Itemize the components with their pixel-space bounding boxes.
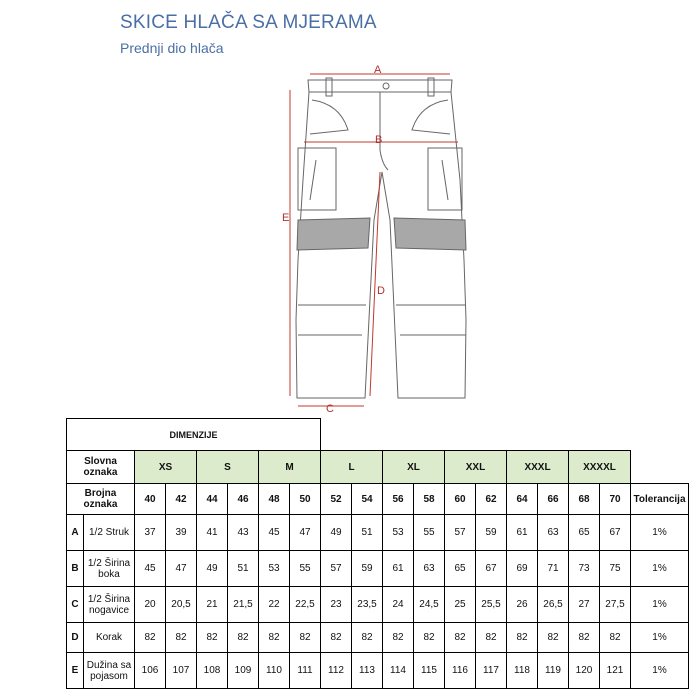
size-number-40: 40	[135, 484, 166, 515]
table-row	[67, 653, 689, 689]
table-cell: 24,5	[414, 587, 445, 623]
page-subtitle: Prednji dio hlača	[120, 40, 224, 56]
table-cell: 25	[445, 587, 476, 623]
table-cell: 71	[538, 551, 569, 587]
table-cell: 67	[476, 551, 507, 587]
row-code: A	[67, 515, 84, 551]
table-cell: 53	[383, 515, 414, 551]
row-tolerance: 1%	[631, 623, 689, 653]
row-name: 1/2 Struk	[84, 515, 135, 551]
table-cell: 47	[166, 551, 197, 587]
size-number-52: 52	[321, 484, 352, 515]
table-cell: 114	[383, 653, 414, 689]
table-cell: 45	[135, 551, 166, 587]
zip-left	[310, 160, 316, 200]
size-number-66: 66	[538, 484, 569, 515]
table-cell: 82	[538, 623, 569, 653]
table-cell: 113	[352, 653, 383, 689]
table-cell: 39	[166, 515, 197, 551]
table-cell: 108	[197, 653, 228, 689]
row-tolerance: 1%	[631, 653, 689, 689]
label-d: D	[377, 285, 385, 297]
table-row	[67, 623, 689, 653]
size-number-60: 60	[445, 484, 476, 515]
table-cell: 65	[445, 551, 476, 587]
table-cell: 23,5	[352, 587, 383, 623]
knee-patch-right	[394, 218, 466, 250]
row-tolerance: 1%	[631, 587, 689, 623]
knee-patch-left	[297, 218, 370, 250]
waist-button	[383, 83, 389, 89]
table-cell: 82	[414, 623, 445, 653]
table-cell: 49	[321, 515, 352, 551]
belt-loop-left	[326, 78, 332, 96]
row-tolerance: 1%	[631, 551, 689, 587]
row-code: C	[67, 587, 84, 623]
row-code: E	[67, 653, 84, 689]
front-pocket-left	[310, 100, 348, 134]
table-cell: 43	[228, 515, 259, 551]
table-cell: 27	[569, 587, 600, 623]
table-cell: 57	[445, 515, 476, 551]
front-pocket-right	[412, 100, 450, 134]
table-cell: 23	[321, 587, 352, 623]
table-cell: 73	[569, 551, 600, 587]
size-number-64: 64	[507, 484, 538, 515]
size-letter-xxl: XXL	[445, 451, 507, 484]
table-cell: 25,5	[476, 587, 507, 623]
table-cell: 112	[321, 653, 352, 689]
table-cell: 82	[476, 623, 507, 653]
size-number-68: 68	[569, 484, 600, 515]
size-letter-xxxxl: XXXXL	[569, 451, 631, 484]
table-cell: 111	[290, 653, 321, 689]
table-cell: 63	[414, 551, 445, 587]
size-letter-s: S	[197, 451, 259, 484]
table-cell: 21	[197, 587, 228, 623]
size-letter-m: M	[259, 451, 321, 484]
label-a: A	[374, 64, 382, 76]
size-letter-xl: XL	[383, 451, 445, 484]
table-cell: 55	[414, 515, 445, 551]
belt-loop-right	[428, 78, 434, 96]
number-label: Brojna oznaka	[67, 484, 135, 515]
size-number-50: 50	[290, 484, 321, 515]
table-row	[67, 551, 689, 587]
row-name: Korak	[84, 623, 135, 653]
label-e: E	[282, 212, 290, 224]
label-b: B	[375, 134, 383, 146]
table-row	[67, 587, 689, 623]
size-number-70: 70	[600, 484, 631, 515]
table-cell: 82	[228, 623, 259, 653]
table-cell: 22	[259, 587, 290, 623]
fly-seam	[380, 92, 388, 170]
label-c: C	[326, 403, 334, 415]
table-cell: 117	[476, 653, 507, 689]
letter-label: Slovna oznaka	[67, 451, 135, 484]
table-cell: 67	[600, 515, 631, 551]
row-name: 1/2 Širina boka	[84, 551, 135, 587]
size-number-62: 62	[476, 484, 507, 515]
table-cell: 119	[538, 653, 569, 689]
table-cell: 55	[290, 551, 321, 587]
table-cell: 120	[569, 653, 600, 689]
size-number-44: 44	[197, 484, 228, 515]
table-cell: 63	[538, 515, 569, 551]
size-letter-xxxl: XXXL	[507, 451, 569, 484]
row-name: Dužina sa pojasom	[84, 653, 135, 689]
table-cell: 20,5	[166, 587, 197, 623]
table-cell: 61	[383, 551, 414, 587]
table-cell: 59	[352, 551, 383, 587]
table-cell: 82	[321, 623, 352, 653]
table-cell: 61	[507, 515, 538, 551]
table-cell: 22,5	[290, 587, 321, 623]
table-cell: 109	[228, 653, 259, 689]
table-cell: 45	[259, 515, 290, 551]
table-cell: 24	[383, 587, 414, 623]
page-title: SKICE HLAČA SA MJERAMA	[120, 12, 377, 33]
size-letter-l: L	[321, 451, 383, 484]
row-code: B	[67, 551, 84, 587]
table-cell: 82	[600, 623, 631, 653]
table-cell: 27,5	[600, 587, 631, 623]
table-cell: 82	[290, 623, 321, 653]
table-cell: 65	[569, 515, 600, 551]
row-tolerance: 1%	[631, 515, 689, 551]
trousers-drawing	[270, 60, 490, 420]
table-cell: 82	[197, 623, 228, 653]
table-cell: 82	[259, 623, 290, 653]
table-cell: 57	[321, 551, 352, 587]
size-number-42: 42	[166, 484, 197, 515]
table-row	[67, 515, 689, 551]
table-cell: 121	[600, 653, 631, 689]
table-cell: 118	[507, 653, 538, 689]
table-cell: 75	[600, 551, 631, 587]
zip-right	[442, 160, 448, 200]
table-cell: 26,5	[538, 587, 569, 623]
table-cell: 82	[569, 623, 600, 653]
table-cell: 82	[352, 623, 383, 653]
measure-line-d	[370, 172, 380, 396]
table-cell: 26	[507, 587, 538, 623]
table-cell: 53	[259, 551, 290, 587]
size-table	[66, 418, 689, 689]
tolerance-header: Tolerancija	[631, 484, 689, 515]
table-cell: 69	[507, 551, 538, 587]
table-cell: 107	[166, 653, 197, 689]
table-cell: 110	[259, 653, 290, 689]
row-code: D	[67, 623, 84, 653]
table-cell: 51	[352, 515, 383, 551]
size-number-58: 58	[414, 484, 445, 515]
row-name: 1/2 Širina nogavice	[84, 587, 135, 623]
table-cell: 21,5	[228, 587, 259, 623]
size-number-56: 56	[383, 484, 414, 515]
dimension-header: DIMENZIJE	[67, 419, 321, 451]
table-cell: 115	[414, 653, 445, 689]
table-cell: 20	[135, 587, 166, 623]
size-letter-xs: XS	[135, 451, 197, 484]
table-cell: 51	[228, 551, 259, 587]
waistband	[308, 80, 452, 92]
table-cell: 37	[135, 515, 166, 551]
table-cell: 82	[383, 623, 414, 653]
cargo-pocket-left	[298, 148, 336, 210]
table-cell: 82	[507, 623, 538, 653]
table-cell: 116	[445, 653, 476, 689]
table-cell: 59	[476, 515, 507, 551]
table-cell: 41	[197, 515, 228, 551]
table-cell: 82	[445, 623, 476, 653]
size-number-54: 54	[352, 484, 383, 515]
table-cell: 49	[197, 551, 228, 587]
table-cell: 82	[166, 623, 197, 653]
table-cell: 82	[135, 623, 166, 653]
table-cell: 47	[290, 515, 321, 551]
size-number-48: 48	[259, 484, 290, 515]
table-cell: 106	[135, 653, 166, 689]
size-number-46: 46	[228, 484, 259, 515]
trousers-sketch	[270, 60, 490, 420]
